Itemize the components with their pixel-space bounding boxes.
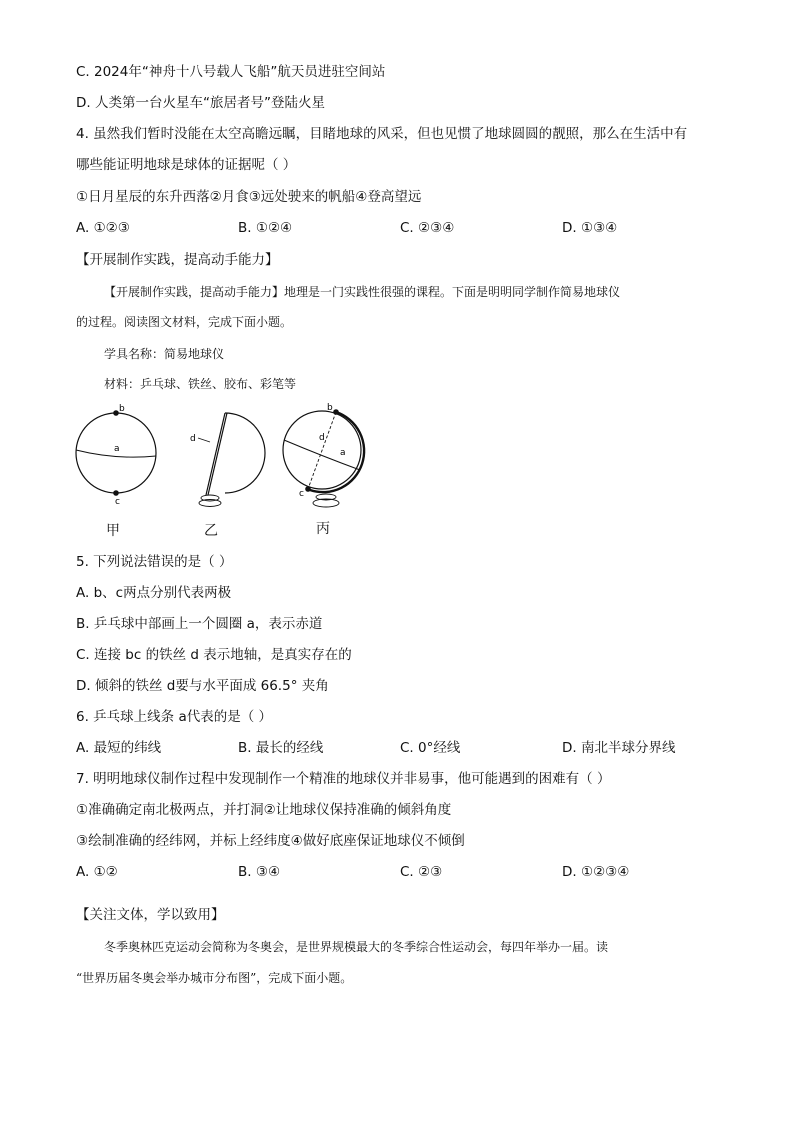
q7-items-line2: ③绘制准确的经纬网，并标上经纬度④做好底座保证地球仪不倾倒 [76,833,465,849]
q6-option-b: B. 最长的经线 [238,740,324,756]
q5-option-c: C. 连接 bc 的铁丝 d 表示地轴，是真实存在的 [76,647,352,663]
figure-label-yi: 乙 [204,523,218,539]
svg-text:a: a [340,448,346,458]
q7-option-b: B. ③④ [238,864,281,880]
section2-title: 【关注文体，学以致用】 [76,907,225,923]
material-list: 材料：乒乓球、铁丝、胶布、彩笔等 [104,377,297,391]
q4-option-c: C. ②③④ [400,220,455,236]
option-d-prev: D. 人类第一台火星车“旅居者号”登陆火星 [76,95,325,111]
figure-label-jia: 甲 [106,523,120,539]
tool-name: 学具名称：简易地球仪 [104,347,225,361]
q4-option-a: A. ①②③ [76,220,130,236]
q4-option-d: D. ①③④ [562,220,618,236]
option-c-prev: C. 2024年“神舟十八号载人飞船”航天员进驻空间站 [76,64,386,80]
figure-label-bing: 丙 [316,521,330,537]
q7-stem: 7. 明明地球仪制作过程中发现制作一个精准的地球仪并非易事，他可能遇到的困难有（ ） [76,771,611,787]
section1-title: 【开展制作实践，提高动手能力】 [76,252,279,268]
q6-option-a: A. 最短的纬线 [76,740,162,756]
line-a-label: a [114,444,120,454]
figure-bing [283,403,364,507]
q5-option-a: A. b、c两点分别代表两极 [76,585,232,601]
figure-yi [190,413,265,507]
q5-stem: 5. 下列说法错误的是（ ） [76,554,233,570]
q4-stem-line2: 哪些能证明地球是球体的证据呢（ ） [76,157,297,173]
svg-text:d: d [319,433,325,443]
line-d-label: d [190,434,196,444]
section2-intro-line2: “世界历届冬奥会举办城市分布图”，完成下面小题。 [76,971,353,985]
q4-stem-line1: 4. 虽然我们暂时没能在太空高瞻远瞩，目睹地球的风采，但也见惯了地球圆圆的靓照，那么在生活中有 [76,126,688,142]
q7-option-d: D. ①②③④ [562,864,630,880]
svg-text:b: b [327,403,333,413]
q4-items: ①日月星辰的东升西落②月食③远处驶来的帆船④登高望远 [76,189,422,205]
q5-option-d: D. 倾斜的铁丝 d要与水平面成 66.5° 夹角 [76,678,329,694]
q7-items-line1: ①准确确定南北极两点，并打洞②让地球仪保持准确的倾斜角度 [76,802,452,818]
q7-option-c: C. ②③ [400,864,443,880]
point-c-label: c [115,497,120,507]
figure-jia [76,404,156,507]
section1-intro-line2: 的过程。阅读图文材料，完成下面小题。 [76,315,293,329]
q5-option-b: B. 乒乓球中部画上一个圆圈 a，表示赤道 [76,616,323,632]
q7-option-a: A. ①② [76,864,118,880]
section1-intro-line1: 【开展制作实践，提高动手能力】地理是一门实践性很强的课程。下面是明明同学制作简易地球仪 [104,285,621,299]
section2-intro-line1: 冬季奥林匹克运动会简称为冬奥会，是世界规模最大的冬季综合性运动会，每四年举办一届。读 [104,940,609,954]
q4-option-b: B. ①②④ [238,220,293,236]
svg-text:c: c [299,489,304,499]
globe-figure [70,400,380,510]
q6-stem: 6. 乒乓球上线条 a代表的是（ ） [76,709,273,725]
point-b-label: b [119,404,125,414]
q6-option-c: C. 0°经线 [400,740,461,756]
q6-option-d: D. 南北半球分界线 [562,740,676,756]
